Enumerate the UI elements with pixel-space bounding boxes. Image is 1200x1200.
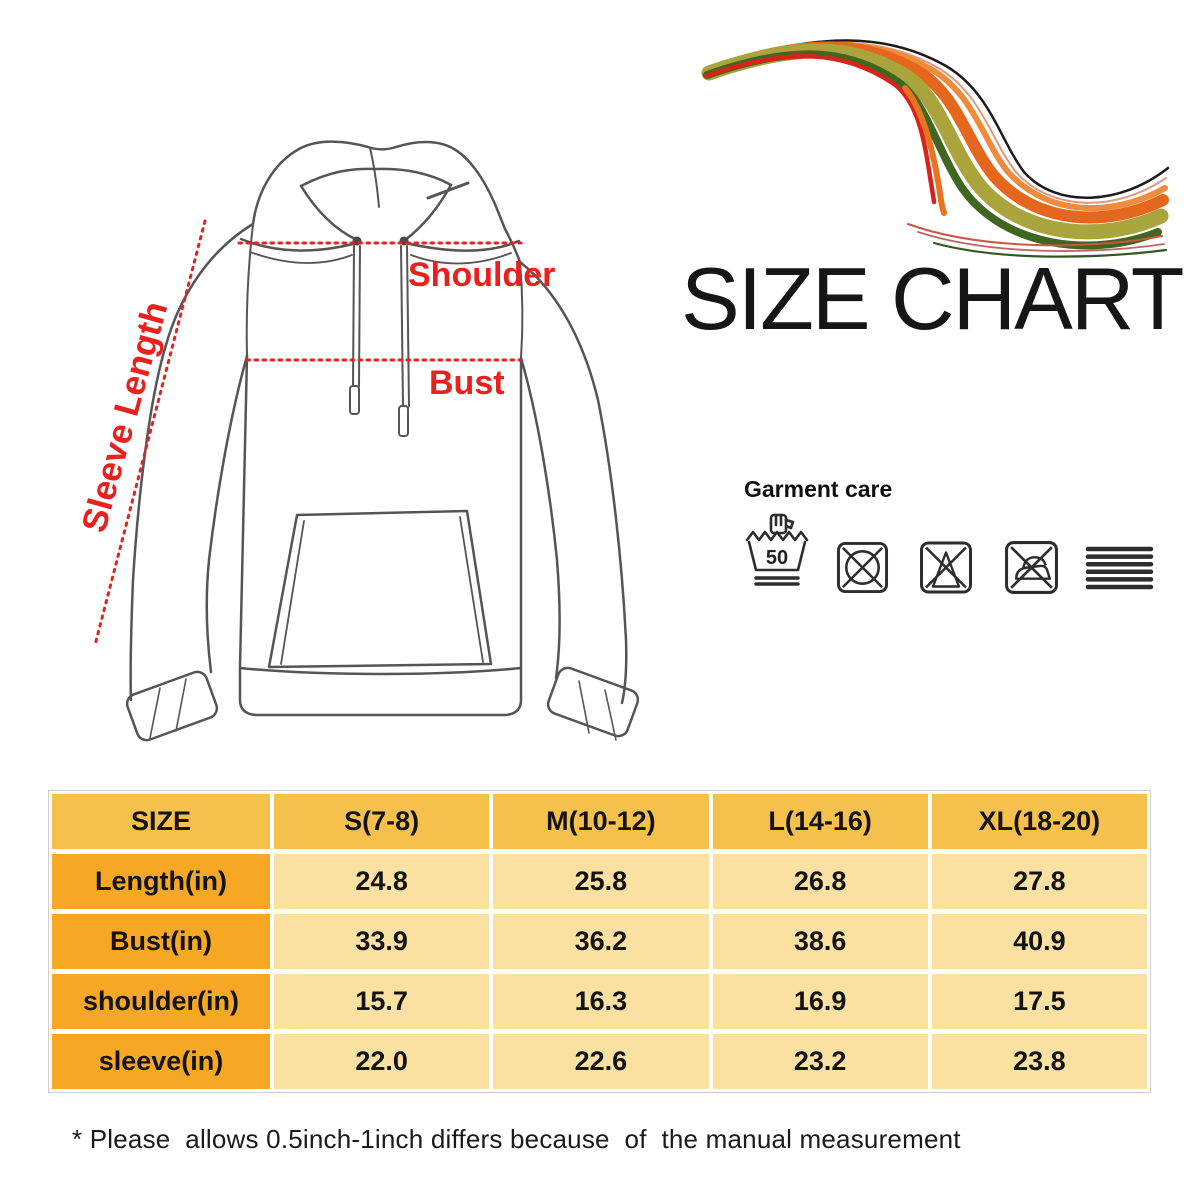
size-table-header-cell: XL(18-20) xyxy=(932,794,1147,849)
ribbon-swoosh-graphic xyxy=(706,40,1168,256)
measurement-disclaimer: * Please allows 0.5inch-1inch differs because of the manual measurement xyxy=(72,1124,961,1154)
size-table-header-cell: SIZE xyxy=(52,794,270,849)
size-table-value-cell: 36.2 xyxy=(493,914,708,969)
size-table xyxy=(48,790,1151,1093)
size-table-header-cell: M(10-12) xyxy=(493,794,708,849)
size-table-value-cell: 38.6 xyxy=(713,914,928,969)
size-table-value-cell: 27.8 xyxy=(932,854,1147,909)
do-not-iron-icon xyxy=(1004,540,1059,595)
do-not-tumble-dry-icon xyxy=(836,540,889,595)
hem-band xyxy=(240,668,521,715)
size-table-value-cell: 22.6 xyxy=(493,1034,708,1089)
right-sleeve xyxy=(520,262,626,703)
size-table-value-cell: 17.5 xyxy=(932,974,1147,1029)
hand-wash-50-icon xyxy=(744,512,810,602)
size-table-value-cell: 22.0 xyxy=(274,1034,489,1089)
wash-temp-text: 50 xyxy=(765,547,789,569)
hood-outline xyxy=(253,142,505,229)
drawstring xyxy=(353,246,360,386)
size-table-header-cell: L(14-16) xyxy=(713,794,928,849)
size-table-value-cell: 23.2 xyxy=(713,1034,928,1089)
size-table-value-cell: 26.8 xyxy=(713,854,928,909)
size-table-value-cell: 25.8 xyxy=(493,854,708,909)
sleeve-length-label: Sleeve Length xyxy=(74,297,176,537)
size-table-row-label: Bust(in) xyxy=(52,914,270,969)
size-table-row-label: Length(in) xyxy=(52,854,270,909)
size-table-value-cell: 24.8 xyxy=(274,854,489,909)
size-table-header-cell: S(7-8) xyxy=(274,794,489,849)
shoulder-label: Shoulder xyxy=(408,256,556,294)
size-table-value-cell: 33.9 xyxy=(274,914,489,969)
size-table-value-cell: 23.8 xyxy=(932,1034,1147,1089)
size-table-row-label: shoulder(in) xyxy=(52,974,270,1029)
size-table-value-cell: 16.9 xyxy=(713,974,928,1029)
size-table-value-cell: 15.7 xyxy=(274,974,489,1029)
body-side xyxy=(240,356,247,667)
left-cuff xyxy=(124,669,219,743)
size-chart-title: SIZE CHART xyxy=(681,249,1183,348)
do-not-bleach-icon xyxy=(919,540,973,595)
size-table-value-cell: 16.3 xyxy=(493,974,708,1029)
left-sleeve xyxy=(131,224,253,700)
dry-flat-icon xyxy=(1083,544,1156,592)
size-table-value-cell: 40.9 xyxy=(932,914,1147,969)
garment-care-heading: Garment care xyxy=(744,476,893,502)
bust-label: Bust xyxy=(429,364,505,402)
size-table-row-label: sleeve(in) xyxy=(52,1034,270,1089)
